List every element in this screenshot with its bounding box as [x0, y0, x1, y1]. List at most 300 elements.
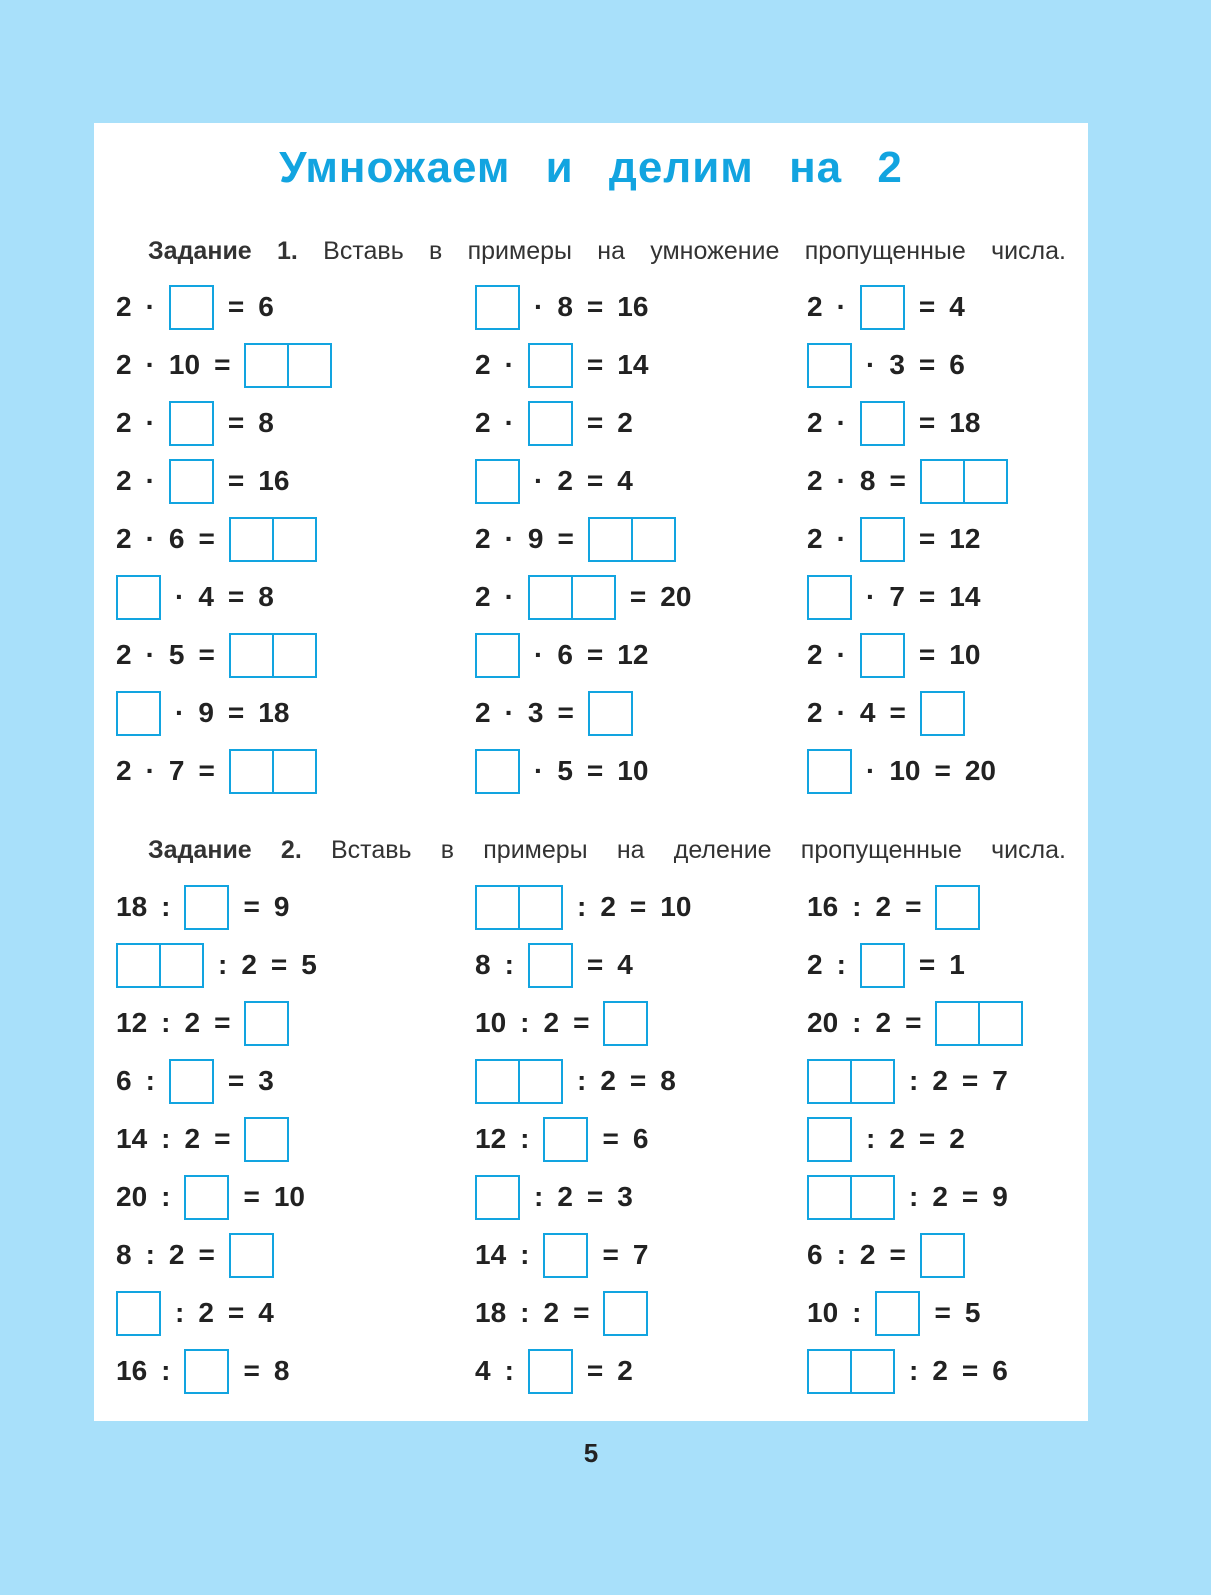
operator: = [243, 1355, 260, 1386]
operator: = [586, 755, 604, 786]
number: 20 [660, 581, 692, 612]
task-2-example [475, 1289, 662, 1337]
answer-box[interactable] [518, 1059, 563, 1104]
number: 20 [807, 1007, 839, 1038]
number: 7 [168, 755, 185, 786]
operator: = [586, 465, 604, 496]
task-2-example [475, 999, 662, 1047]
task-2-example [807, 1057, 1022, 1105]
answer-box[interactable] [920, 1233, 965, 1278]
answer-box[interactable] [860, 401, 905, 446]
task-1-example [475, 689, 647, 737]
number: 2 [168, 1239, 185, 1270]
task-1-example [116, 689, 303, 737]
answer-box[interactable] [807, 343, 852, 388]
number: 3 [527, 697, 544, 728]
number: 3 [617, 1181, 633, 1212]
task-2-example [116, 883, 303, 931]
task-2-text: Вставь в примеры на деление пропущенные числа. [331, 836, 1066, 864]
task-1-example [475, 515, 690, 563]
operator: = [214, 1007, 231, 1038]
number: 5 [557, 755, 573, 786]
task-2-example [807, 1347, 1022, 1395]
operator: · [504, 697, 514, 728]
task-2-example [116, 1231, 288, 1279]
answer-box[interactable] [169, 1059, 214, 1104]
answer-box[interactable] [184, 1175, 229, 1220]
answer-box[interactable] [978, 1001, 1023, 1046]
number: 2 [875, 891, 892, 922]
operator: · [145, 465, 155, 496]
number: 4 [617, 465, 633, 496]
answer-box[interactable] [603, 1291, 648, 1336]
number: 2 [807, 697, 823, 728]
task-2-example [116, 1173, 319, 1221]
operator: = [889, 1239, 906, 1270]
operator: = [227, 697, 245, 728]
number: 8 [660, 1065, 676, 1096]
answer-box[interactable] [116, 943, 161, 988]
task-2-example [475, 1173, 647, 1221]
number: 9 [527, 523, 544, 554]
answer-box[interactable] [807, 749, 852, 794]
answer-box[interactable] [528, 1349, 573, 1394]
number: 6 [992, 1355, 1008, 1386]
task-1-example [116, 399, 288, 447]
operator: : [852, 1297, 862, 1328]
operator: = [934, 755, 951, 786]
answer-box[interactable] [116, 575, 161, 620]
operator: : [520, 1297, 530, 1328]
operator: · [145, 523, 155, 554]
number: 2 [617, 407, 633, 438]
answer-box[interactable] [807, 1175, 852, 1220]
number: 2 [475, 697, 491, 728]
task-2-example [807, 1173, 1022, 1221]
number: 2 [807, 291, 823, 322]
operator: : [145, 1239, 155, 1270]
task-1-example [116, 515, 331, 563]
answer-box[interactable] [116, 1291, 161, 1336]
answer-box[interactable] [603, 1001, 648, 1046]
operator: : [161, 1181, 171, 1212]
number: 5 [168, 639, 185, 670]
answer-box[interactable] [272, 633, 317, 678]
number: 12 [116, 1007, 148, 1038]
number: 7 [889, 581, 905, 612]
operator: = [586, 1181, 604, 1212]
number: 2 [889, 1123, 905, 1154]
task-1-example [475, 457, 647, 505]
answer-box[interactable] [229, 517, 274, 562]
number: 6 [258, 291, 274, 322]
number: 2 [475, 581, 491, 612]
task-1-example [475, 747, 662, 795]
number: 6 [116, 1065, 132, 1096]
answer-box[interactable] [475, 749, 520, 794]
task-2-example [116, 999, 303, 1047]
task-2-example [475, 883, 705, 931]
number: 10 [475, 1007, 507, 1038]
answer-box[interactable] [475, 1059, 520, 1104]
operator: · [866, 581, 876, 612]
number: 18 [116, 891, 148, 922]
number: 2 [932, 1355, 948, 1386]
operator: : [577, 1065, 587, 1096]
operator: = [198, 523, 215, 554]
task-2-example [475, 1057, 690, 1105]
answer-box[interactable] [528, 401, 573, 446]
operator: : [520, 1007, 530, 1038]
number: 20 [964, 755, 996, 786]
operator: = [918, 407, 936, 438]
number: 6 [632, 1123, 649, 1154]
answer-box[interactable] [860, 517, 905, 562]
answer-box[interactable] [528, 575, 573, 620]
answer-box[interactable] [860, 943, 905, 988]
operator: = [961, 1181, 979, 1212]
task-2-example [807, 883, 994, 931]
answer-box[interactable] [116, 691, 161, 736]
operator: : [909, 1181, 919, 1212]
task-2-example [116, 1347, 303, 1395]
operator: · [866, 755, 876, 786]
operator: = [198, 639, 215, 670]
number: 18 [949, 407, 981, 438]
operator: = [586, 639, 604, 670]
operator: : [852, 1007, 862, 1038]
operator: = [243, 1181, 260, 1212]
answer-box[interactable] [807, 1117, 852, 1162]
operator: · [534, 755, 544, 786]
number: 2 [116, 407, 132, 438]
operator: · [866, 349, 876, 380]
task-1-example [807, 631, 994, 679]
answer-box[interactable] [850, 1175, 895, 1220]
operator: · [504, 523, 514, 554]
task-1-example [116, 631, 331, 679]
number: 2 [543, 1297, 560, 1328]
task-2-heading [148, 836, 1066, 865]
operator: : [909, 1355, 919, 1386]
answer-box[interactable] [850, 1059, 895, 1104]
answer-box[interactable] [920, 691, 965, 736]
number: 2 [116, 349, 132, 380]
operator: = [214, 1123, 231, 1154]
number: 4 [258, 1297, 274, 1328]
number: 10 [273, 1181, 305, 1212]
number: 2 [184, 1123, 201, 1154]
answer-box[interactable] [229, 1233, 274, 1278]
operator: : [520, 1239, 530, 1270]
task-2-example [475, 1115, 662, 1163]
answer-box[interactable] [588, 691, 633, 736]
operator: = [961, 1355, 979, 1386]
task-1-example [475, 631, 662, 679]
operator: = [243, 891, 260, 922]
operator: = [961, 1065, 979, 1096]
task-2-label: Задание 2. [148, 836, 302, 864]
operator: : [504, 1355, 514, 1386]
operator: = [227, 465, 245, 496]
operator: : [161, 891, 171, 922]
operator: = [573, 1007, 590, 1038]
answer-box[interactable] [244, 343, 289, 388]
number: 14 [116, 1123, 148, 1154]
answer-box[interactable] [169, 459, 214, 504]
task-1-example [807, 457, 1022, 505]
number: 2 [116, 639, 132, 670]
operator: = [602, 1123, 619, 1154]
answer-box[interactable] [287, 343, 332, 388]
answer-box[interactable] [272, 749, 317, 794]
operator: · [534, 465, 544, 496]
number: 8 [258, 407, 274, 438]
operator: = [573, 1297, 590, 1328]
number: 4 [475, 1355, 491, 1386]
task-2-example [116, 1057, 288, 1105]
answer-box[interactable] [875, 1291, 920, 1336]
answer-box[interactable] [475, 459, 520, 504]
operator: = [918, 949, 936, 980]
number: 8 [116, 1239, 132, 1270]
task-2-example [807, 999, 1037, 1047]
operator: = [918, 291, 936, 322]
page-number: 5 [583, 1438, 599, 1468]
number: 8 [475, 949, 491, 980]
operator: : [836, 1239, 846, 1270]
operator: · [145, 291, 155, 322]
task-1-example [475, 573, 705, 621]
operator: · [836, 465, 846, 496]
operator: · [145, 755, 155, 786]
operator: : [909, 1065, 919, 1096]
answer-box[interactable] [588, 517, 633, 562]
operator: = [227, 291, 245, 322]
number: 2 [475, 407, 491, 438]
number: 2 [241, 949, 257, 980]
operator: = [918, 639, 936, 670]
operator: = [602, 1239, 619, 1270]
number: 10 [889, 755, 921, 786]
task-2-example [116, 1289, 288, 1337]
task-1-label: Задание 1. [148, 237, 298, 265]
number: 12 [949, 523, 981, 554]
answer-box[interactable] [229, 633, 274, 678]
number: 8 [557, 291, 573, 322]
number: 7 [992, 1065, 1008, 1096]
number: 10 [807, 1297, 839, 1328]
number: 2 [859, 1239, 876, 1270]
number: 16 [116, 1355, 148, 1386]
number: 10 [168, 349, 201, 380]
task-1-example [807, 341, 979, 389]
answer-box[interactable] [229, 749, 274, 794]
answer-box[interactable] [963, 459, 1008, 504]
number: 2 [557, 465, 573, 496]
number: 4 [859, 697, 876, 728]
number: 6 [168, 523, 185, 554]
operator: : [852, 891, 862, 922]
answer-box[interactable] [169, 285, 214, 330]
task-2-example [807, 1289, 994, 1337]
operator: : [504, 949, 514, 980]
number: 16 [617, 291, 649, 322]
operator: · [504, 407, 514, 438]
answer-box[interactable] [807, 575, 852, 620]
operator: = [629, 1065, 647, 1096]
operator: · [534, 639, 544, 670]
operator: : [161, 1355, 171, 1386]
number: 9 [992, 1181, 1008, 1212]
number: 2 [543, 1007, 560, 1038]
number: 7 [632, 1239, 649, 1270]
operator: : [218, 949, 228, 980]
number: 4 [949, 291, 965, 322]
operator: = [227, 1065, 245, 1096]
number: 10 [617, 755, 649, 786]
number: 6 [949, 349, 965, 380]
number: 2 [116, 755, 132, 786]
answer-box[interactable] [860, 285, 905, 330]
number: 18 [475, 1297, 507, 1328]
answer-box[interactable] [543, 1233, 588, 1278]
number: 1 [949, 949, 965, 980]
page-title: Умножаем и делим на 2 [279, 143, 903, 192]
number: 2 [116, 465, 132, 496]
answer-box[interactable] [543, 1117, 588, 1162]
answer-box[interactable] [272, 517, 317, 562]
operator: = [918, 581, 936, 612]
number: 20 [116, 1181, 148, 1212]
number: 12 [475, 1123, 507, 1154]
task-2-example [475, 1231, 662, 1279]
answer-box[interactable] [169, 401, 214, 446]
operator: : [577, 891, 587, 922]
task-2-example [807, 1231, 979, 1279]
answer-box[interactable] [920, 459, 965, 504]
operator: = [227, 1297, 245, 1328]
number: 14 [475, 1239, 507, 1270]
operator: · [145, 639, 155, 670]
number: 2 [116, 523, 132, 554]
number: 2 [600, 891, 616, 922]
answer-box[interactable] [631, 517, 676, 562]
operator: = [934, 1297, 951, 1328]
operator: = [198, 1239, 215, 1270]
operator: = [557, 697, 574, 728]
answer-box[interactable] [475, 285, 520, 330]
operator: · [504, 581, 514, 612]
answer-box[interactable] [159, 943, 204, 988]
number: 2 [932, 1065, 948, 1096]
number: 4 [617, 949, 633, 980]
answer-box[interactable] [935, 1001, 980, 1046]
number: 4 [198, 581, 214, 612]
number: 5 [964, 1297, 981, 1328]
operator: · [836, 407, 846, 438]
operator: : [161, 1123, 171, 1154]
answer-box[interactable] [528, 343, 573, 388]
operator: · [534, 291, 544, 322]
number: 2 [475, 523, 491, 554]
number: 2 [600, 1065, 616, 1096]
number: 14 [617, 349, 649, 380]
operator: = [586, 407, 604, 438]
operator: = [227, 581, 245, 612]
answer-box[interactable] [475, 885, 520, 930]
answer-box[interactable] [475, 633, 520, 678]
operator: : [534, 1181, 544, 1212]
answer-box[interactable] [935, 885, 980, 930]
task-1-example [116, 457, 303, 505]
task-1-example [807, 515, 994, 563]
number: 8 [273, 1355, 290, 1386]
answer-box[interactable] [244, 1117, 289, 1162]
answer-box[interactable] [571, 575, 616, 620]
worksheet-page [94, 123, 1088, 1421]
number: 10 [660, 891, 692, 922]
number: 16 [807, 891, 839, 922]
operator: · [836, 639, 846, 670]
answer-box[interactable] [807, 1349, 852, 1394]
answer-box[interactable] [184, 885, 229, 930]
number: 6 [557, 639, 573, 670]
answer-box[interactable] [528, 943, 573, 988]
number: 3 [889, 349, 905, 380]
operator: = [918, 523, 936, 554]
number: 2 [949, 1123, 965, 1154]
answer-box[interactable] [850, 1349, 895, 1394]
operator: = [889, 697, 906, 728]
operator: · [145, 349, 155, 380]
answer-box[interactable] [807, 1059, 852, 1104]
operator: = [586, 1355, 604, 1386]
number: 10 [949, 639, 981, 670]
number: 12 [617, 639, 649, 670]
answer-box[interactable] [860, 633, 905, 678]
task-2-example [116, 941, 331, 989]
number: 2 [116, 291, 132, 322]
operator: = [905, 891, 922, 922]
operator: · [175, 697, 185, 728]
number: 2 [807, 407, 823, 438]
number: 3 [258, 1065, 274, 1096]
number: 2 [198, 1297, 214, 1328]
task-1-example [807, 283, 979, 331]
operator: : [175, 1297, 185, 1328]
operator: : [520, 1123, 530, 1154]
operator: : [836, 949, 846, 980]
answer-box[interactable] [518, 885, 563, 930]
operator: = [586, 949, 604, 980]
answer-box[interactable] [475, 1175, 520, 1220]
task-1-text: Вставь в примеры на умножение пропущенные числа. [323, 237, 1066, 265]
answer-box[interactable] [244, 1001, 289, 1046]
number: 8 [859, 465, 876, 496]
operator: = [629, 891, 647, 922]
operator: : [866, 1123, 876, 1154]
number: 2 [617, 1355, 633, 1386]
operator: = [889, 465, 906, 496]
operator: = [905, 1007, 922, 1038]
operator: = [198, 755, 215, 786]
answer-box[interactable] [184, 1349, 229, 1394]
task-2-example [807, 941, 979, 989]
number: 2 [807, 639, 823, 670]
task-1-example [116, 341, 346, 389]
task-1-example [475, 283, 662, 331]
